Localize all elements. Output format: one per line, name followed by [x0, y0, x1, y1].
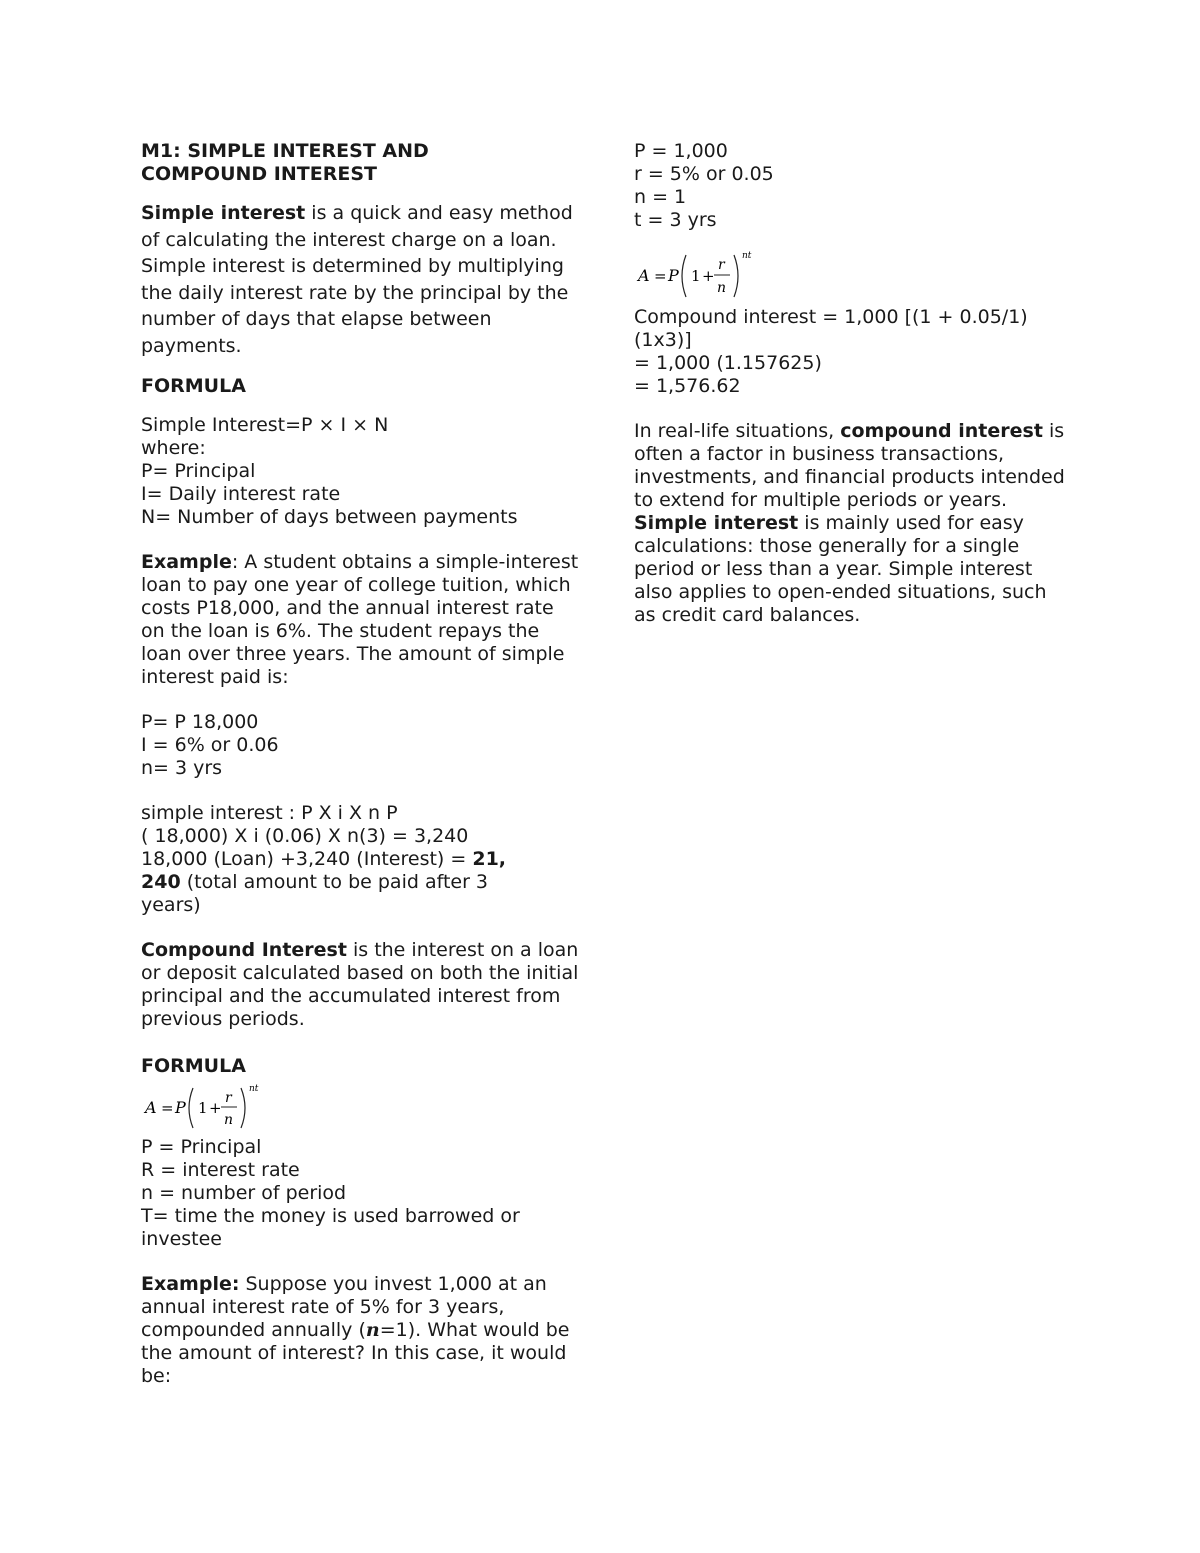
- formula-r: r: [225, 1090, 232, 1106]
- formula2-P: P: [668, 266, 679, 285]
- example-2-calculation: [634, 306, 1074, 398]
- example-1-text: : A student obtains a simple-interest loan to pay one year of college tuition, which costs P18,000, and the annual interest rate on the loan is 6%. The student repays the loan over three years. The amount of simple interest paid is:: [141, 551, 579, 688]
- calc2-line-4: = 1,576.62: [634, 375, 741, 397]
- compound-variables: [141, 1136, 581, 1251]
- calc-line-4: [141, 871, 581, 894]
- formula-n: n: [224, 1112, 234, 1128]
- formula-plus: +: [209, 1099, 222, 1117]
- calc-line-2: ( 18,000) X i (0.06) X n(3) = 3,240: [141, 825, 469, 847]
- formula-P: P: [175, 1098, 186, 1117]
- simple-interest-definition: [141, 200, 581, 359]
- value-p: P= P 18,000: [141, 711, 259, 733]
- closing-text-3: is mainly used for easy calculations: those generally for a single period or less than a year. Simple interest also applies to open-ended situations, such as credit card balances.: [634, 512, 1047, 626]
- formula-heading-2: FORMULA: [141, 1055, 246, 1077]
- formula2-A: A: [638, 266, 650, 285]
- formula2-r: r: [718, 257, 725, 273]
- closing-text-2: is often a factor in business transactions, investments, and financial products intended to extend for multiple periods or years.: [634, 420, 1065, 511]
- example-2-text-2: =1). What would be the amount of interest? In this case, it would be:: [141, 1319, 570, 1387]
- calc-line-5: years): [141, 894, 201, 916]
- calc2-line-1: Compound interest = 1,000 [(1 + 0.05/1): [634, 306, 1028, 328]
- calc-line-1: simple interest : P X i X n P: [141, 802, 398, 824]
- formula-one: 1: [198, 1099, 208, 1117]
- formula2-exponent: nt: [742, 251, 752, 261]
- formula2-eq: =: [654, 267, 667, 285]
- example-2-label: Example:: [141, 1273, 240, 1295]
- var-n: n = number of period: [141, 1182, 347, 1204]
- example-1-values: [141, 711, 581, 780]
- example-1-calculation: [141, 802, 581, 917]
- formula2-right-paren: [734, 255, 738, 297]
- example-2-n-symbol: n: [365, 1319, 380, 1341]
- value2-n: n = 1: [634, 186, 687, 208]
- example-2-text-1: Suppose you invest 1,000 at an annual interest rate of 5% for 3 years, compounded annually (: [141, 1273, 547, 1341]
- simple-interest-formula: [141, 414, 581, 529]
- calc-line-3: [141, 848, 581, 871]
- var-r: R = interest rate: [141, 1159, 300, 1181]
- example-2: [141, 1273, 581, 1388]
- var-t-1: T= time the money is used barrowed or: [141, 1205, 520, 1227]
- simple-interest-term: Simple interest: [141, 202, 306, 224]
- calc-line-3-text: 18,000 (Loan) +3,240 (Interest) =: [141, 848, 473, 870]
- value2-t: t = 3 yrs: [634, 209, 717, 231]
- example-1-label: Example: [141, 551, 232, 573]
- value2-p: P = 1,000: [634, 140, 728, 162]
- value-n: n= 3 yrs: [141, 757, 223, 779]
- example-1: [141, 551, 581, 689]
- formula2-n: n: [717, 280, 727, 296]
- compound-formula-image: [141, 1080, 581, 1136]
- calc2-line-3: = 1,000 (1.157625): [634, 352, 822, 374]
- compound-formula-image-2: [634, 246, 1074, 306]
- compound-interest-term: Compound Interest: [141, 939, 347, 961]
- closing-bold-compound: compound interest: [840, 420, 1043, 442]
- formula-left-paren: [189, 1088, 193, 1128]
- formula-A: A: [145, 1098, 157, 1117]
- compound-formula-svg: [141, 1080, 271, 1136]
- simple-formula-n: N= Number of days between payments: [141, 506, 518, 528]
- var-t-2: investee: [141, 1228, 222, 1250]
- right-column: [634, 140, 1074, 627]
- formula-heading-1: FORMULA: [141, 375, 246, 397]
- formula2-one: 1: [691, 267, 701, 285]
- calc2-line-2: (1x3)]: [634, 329, 692, 351]
- formula-right-paren: [241, 1088, 245, 1128]
- value-i: I = 6% or 0.06: [141, 734, 279, 756]
- value2-r: r = 5% or 0.05: [634, 163, 774, 185]
- title-line-2: COMPOUND INTEREST: [141, 163, 377, 185]
- formula2-left-paren: [682, 255, 686, 297]
- compound-interest-definition: [141, 939, 581, 1031]
- compound-formula-svg-2: [634, 246, 764, 306]
- calc-total-part-1: 21,: [472, 848, 507, 870]
- formula2-plus: +: [702, 267, 715, 285]
- formula-eq: =: [161, 1099, 174, 1117]
- closing-paragraph: [634, 420, 1074, 627]
- title-line-1: M1: SIMPLE INTEREST AND: [141, 140, 429, 162]
- formula-exponent: nt: [249, 1084, 259, 1094]
- simple-formula-where: where:: [141, 437, 206, 459]
- page-title: [141, 140, 581, 186]
- simple-formula-p: P= Principal: [141, 460, 256, 482]
- left-column: [141, 140, 581, 1388]
- compound-interest-text: is the interest on a loan or deposit calculated based on both the initial principal and the accumulated interest from previous periods.: [141, 939, 579, 1030]
- simple-formula-line: Simple Interest=P × I × N: [141, 414, 389, 436]
- simple-formula-i: I= Daily interest rate: [141, 483, 341, 505]
- calc-line-4-text: (total amount to be paid after 3: [180, 871, 489, 893]
- calc-total-part-2: 240: [141, 871, 181, 893]
- example-2-values: [634, 140, 1074, 232]
- closing-text-1: In real-life situations,: [634, 420, 841, 442]
- closing-bold-simple: Simple interest: [634, 512, 799, 534]
- var-p: P = Principal: [141, 1136, 262, 1158]
- simple-interest-text: is a quick and easy method of calculating the interest charge on a loan. Simple interest is determined by multiplying the daily interest rate by the principal by the number of days that elapse between payments.: [141, 202, 573, 357]
